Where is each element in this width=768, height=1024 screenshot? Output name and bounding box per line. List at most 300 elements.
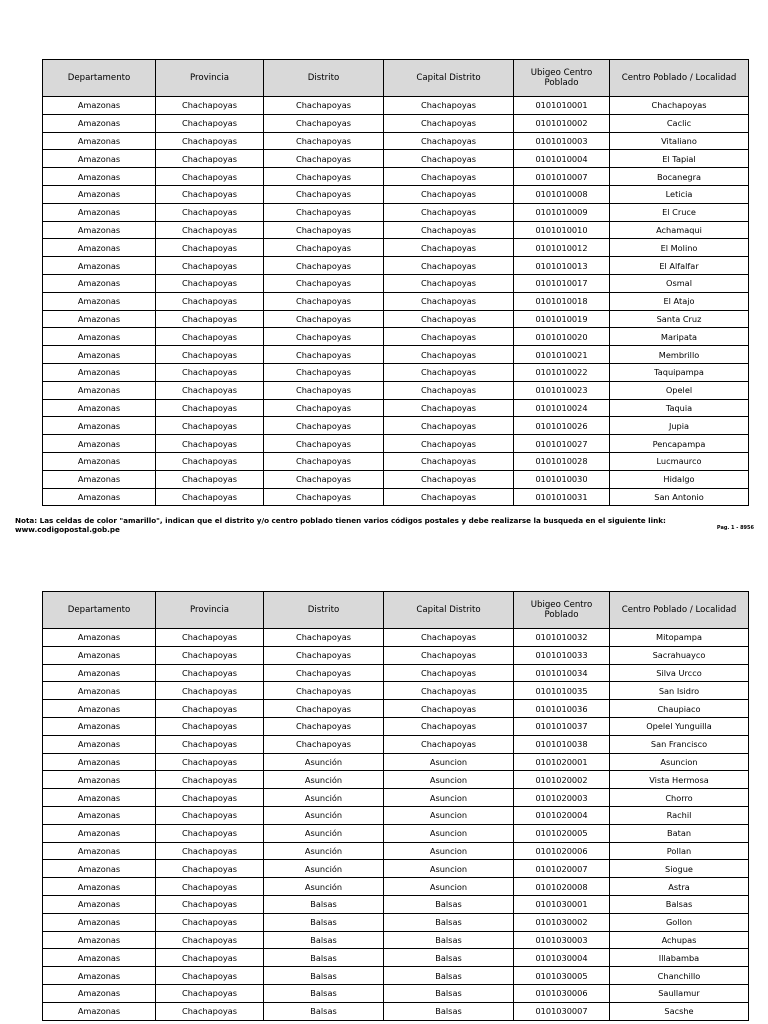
table-header-row (43, 60, 749, 97)
cell-centro-poblado: Rachil (610, 806, 749, 824)
cell-ubigeo: 0101010037 (514, 717, 610, 735)
cell-provincia: Chachapoyas (156, 435, 264, 453)
cell-capital-distrito: Chachapoyas (384, 717, 514, 735)
cell-centro-poblado: Santa Cruz (610, 310, 749, 328)
cell-provincia: Chachapoyas (156, 842, 264, 860)
cell-provincia: Chachapoyas (156, 949, 264, 967)
cell-centro-poblado: Membrillo (610, 346, 749, 364)
table-row (43, 735, 749, 753)
table-row (43, 292, 749, 310)
cell-ubigeo: 0101010012 (514, 239, 610, 257)
cell-ubigeo: 0101010036 (514, 700, 610, 718)
table-row (43, 257, 749, 275)
cell-capital-distrito: Chachapoyas (384, 114, 514, 132)
table-row (43, 221, 749, 239)
cell-departamento: Amazonas (43, 735, 156, 753)
cell-provincia: Chachapoyas (156, 292, 264, 310)
cell-departamento: Amazonas (43, 310, 156, 328)
table-row (43, 203, 749, 221)
cell-centro-poblado: Pollan (610, 842, 749, 860)
cell-distrito: Chachapoyas (264, 310, 384, 328)
cell-departamento: Amazonas (43, 435, 156, 453)
cell-distrito: Chachapoyas (264, 150, 384, 168)
cell-capital-distrito: Chachapoyas (384, 97, 514, 115)
cell-ubigeo: 0101010004 (514, 150, 610, 168)
cell-provincia: Chachapoyas (156, 488, 264, 506)
cell-departamento: Amazonas (43, 878, 156, 896)
cell-capital-distrito: Balsas (384, 949, 514, 967)
cell-centro-poblado: Taquipampa (610, 363, 749, 381)
cell-ubigeo: 0101010020 (514, 328, 610, 346)
cell-departamento: Amazonas (43, 753, 156, 771)
cell-ubigeo: 0101020006 (514, 842, 610, 860)
cell-ubigeo: 0101020003 (514, 789, 610, 807)
cell-centro-poblado: Leticia (610, 185, 749, 203)
cell-capital-distrito: Chachapoyas (384, 435, 514, 453)
cell-departamento: Amazonas (43, 984, 156, 1002)
cell-capital-distrito: Chachapoyas (384, 257, 514, 275)
cell-provincia: Chachapoyas (156, 824, 264, 842)
cell-ubigeo: 0101010001 (514, 97, 610, 115)
cell-centro-poblado: Chaupiaco (610, 700, 749, 718)
header-ubigeo: Ubigeo Centro Poblado (514, 60, 610, 97)
cell-distrito: Chachapoyas (264, 717, 384, 735)
cell-ubigeo: 0101030006 (514, 984, 610, 1002)
cell-distrito: Chachapoyas (264, 488, 384, 506)
footnote-link[interactable]: www.codigopostal.gob.pe (15, 525, 120, 534)
table-row (43, 452, 749, 470)
cell-ubigeo: 0101010007 (514, 168, 610, 186)
cell-ubigeo: 0101020004 (514, 806, 610, 824)
cell-ubigeo: 0101010024 (514, 399, 610, 417)
cell-ubigeo: 0101020005 (514, 824, 610, 842)
table-row (43, 895, 749, 913)
cell-centro-poblado: Astra (610, 878, 749, 896)
table-row (43, 967, 749, 985)
cell-capital-distrito: Chachapoyas (384, 346, 514, 364)
cell-ubigeo: 0101010033 (514, 646, 610, 664)
cell-centro-poblado: Lucmaurco (610, 452, 749, 470)
cell-distrito: Asunción (264, 842, 384, 860)
cell-capital-distrito: Chachapoyas (384, 363, 514, 381)
cell-centro-poblado: Saullamur (610, 984, 749, 1002)
cell-distrito: Chachapoyas (264, 735, 384, 753)
cell-departamento: Amazonas (43, 274, 156, 292)
cell-centro-poblado: Achupas (610, 931, 749, 949)
cell-departamento: Amazonas (43, 646, 156, 664)
cell-capital-distrito: Chachapoyas (384, 735, 514, 753)
cell-departamento: Amazonas (43, 328, 156, 346)
cell-ubigeo: 0101010002 (514, 114, 610, 132)
cell-provincia: Chachapoyas (156, 913, 264, 931)
cell-distrito: Balsas (264, 949, 384, 967)
cell-capital-distrito: Chachapoyas (384, 274, 514, 292)
table-row (43, 310, 749, 328)
cell-ubigeo: 0101030003 (514, 931, 610, 949)
cell-centro-poblado: Illabamba (610, 949, 749, 967)
cell-distrito: Chachapoyas (264, 203, 384, 221)
cell-centro-poblado: Taquia (610, 399, 749, 417)
cell-centro-poblado: Chanchillo (610, 967, 749, 985)
cell-provincia: Chachapoyas (156, 274, 264, 292)
cell-centro-poblado: El Alfalfar (610, 257, 749, 275)
cell-ubigeo: 0101010003 (514, 132, 610, 150)
cell-ubigeo: 0101020008 (514, 878, 610, 896)
table-row (43, 860, 749, 878)
cell-provincia: Chachapoyas (156, 895, 264, 913)
cell-ubigeo: 0101010018 (514, 292, 610, 310)
cell-distrito: Chachapoyas (264, 168, 384, 186)
cell-centro-poblado: Opelel Yunguilla (610, 717, 749, 735)
cell-capital-distrito: Asuncion (384, 789, 514, 807)
cell-capital-distrito: Chachapoyas (384, 452, 514, 470)
cell-provincia: Chachapoyas (156, 664, 264, 682)
cell-centro-poblado: Gollon (610, 913, 749, 931)
header-capital-distrito: Capital Distrito (384, 592, 514, 629)
cell-centro-poblado: Sacrahuayco (610, 646, 749, 664)
cell-capital-distrito: Chachapoyas (384, 646, 514, 664)
table-row (43, 132, 749, 150)
cell-distrito: Chachapoyas (264, 257, 384, 275)
cell-provincia: Chachapoyas (156, 682, 264, 700)
cell-departamento: Amazonas (43, 292, 156, 310)
footnote (15, 516, 675, 534)
table-row (43, 328, 749, 346)
cell-provincia: Chachapoyas (156, 328, 264, 346)
cell-capital-distrito: Chachapoyas (384, 239, 514, 257)
table-row (43, 842, 749, 860)
cell-capital-distrito: Chachapoyas (384, 168, 514, 186)
cell-provincia: Chachapoyas (156, 417, 264, 435)
cell-departamento: Amazonas (43, 717, 156, 735)
table-row (43, 646, 749, 664)
cell-centro-poblado: Caclic (610, 114, 749, 132)
cell-departamento: Amazonas (43, 700, 156, 718)
cell-ubigeo: 0101010038 (514, 735, 610, 753)
cell-distrito: Chachapoyas (264, 114, 384, 132)
cell-centro-poblado: Asuncion (610, 753, 749, 771)
cell-departamento: Amazonas (43, 470, 156, 488)
cell-provincia: Chachapoyas (156, 646, 264, 664)
cell-provincia: Chachapoyas (156, 168, 264, 186)
cell-distrito: Chachapoyas (264, 274, 384, 292)
cell-departamento: Amazonas (43, 97, 156, 115)
cell-departamento: Amazonas (43, 150, 156, 168)
table-row (43, 168, 749, 186)
cell-departamento: Amazonas (43, 949, 156, 967)
cell-distrito: Chachapoyas (264, 185, 384, 203)
cell-departamento: Amazonas (43, 452, 156, 470)
cell-departamento: Amazonas (43, 221, 156, 239)
table-row (43, 114, 749, 132)
cell-capital-distrito: Chachapoyas (384, 328, 514, 346)
table-row (43, 435, 749, 453)
cell-centro-poblado: Achamaqui (610, 221, 749, 239)
cell-departamento: Amazonas (43, 1002, 156, 1020)
cell-distrito: Chachapoyas (264, 346, 384, 364)
cell-capital-distrito: Chachapoyas (384, 664, 514, 682)
cell-distrito: Chachapoyas (264, 221, 384, 239)
cell-distrito: Chachapoyas (264, 452, 384, 470)
table-row (43, 984, 749, 1002)
cell-centro-poblado: Hidalgo (610, 470, 749, 488)
cell-centro-poblado: El Tapial (610, 150, 749, 168)
cell-distrito: Asunción (264, 878, 384, 896)
cell-ubigeo: 0101010030 (514, 470, 610, 488)
cell-capital-distrito: Chachapoyas (384, 150, 514, 168)
cell-provincia: Chachapoyas (156, 789, 264, 807)
cell-centro-poblado: Opelel (610, 381, 749, 399)
table-row (43, 274, 749, 292)
cell-departamento: Amazonas (43, 913, 156, 931)
table-row (43, 97, 749, 115)
cell-capital-distrito: Asuncion (384, 878, 514, 896)
cell-departamento: Amazonas (43, 842, 156, 860)
cell-provincia: Chachapoyas (156, 931, 264, 949)
table-row (43, 150, 749, 168)
header-distrito: Distrito (264, 60, 384, 97)
ubigeo-table-page-2 (42, 591, 749, 1021)
cell-departamento: Amazonas (43, 363, 156, 381)
table-row (43, 806, 749, 824)
cell-distrito: Chachapoyas (264, 328, 384, 346)
cell-ubigeo: 0101030002 (514, 913, 610, 931)
cell-distrito: Balsas (264, 984, 384, 1002)
cell-distrito: Chachapoyas (264, 682, 384, 700)
cell-distrito: Chachapoyas (264, 399, 384, 417)
cell-departamento: Amazonas (43, 806, 156, 824)
cell-capital-distrito: Chachapoyas (384, 417, 514, 435)
cell-provincia: Chachapoyas (156, 806, 264, 824)
cell-provincia: Chachapoyas (156, 97, 264, 115)
cell-provincia: Chachapoyas (156, 452, 264, 470)
cell-distrito: Chachapoyas (264, 700, 384, 718)
cell-distrito: Balsas (264, 895, 384, 913)
cell-centro-poblado: Maripata (610, 328, 749, 346)
cell-provincia: Chachapoyas (156, 470, 264, 488)
header-departamento: Departamento (43, 60, 156, 97)
cell-departamento: Amazonas (43, 682, 156, 700)
cell-provincia: Chachapoyas (156, 221, 264, 239)
cell-capital-distrito: Asuncion (384, 842, 514, 860)
cell-capital-distrito: Balsas (384, 1002, 514, 1020)
table-row (43, 717, 749, 735)
cell-departamento: Amazonas (43, 824, 156, 842)
cell-distrito: Chachapoyas (264, 629, 384, 647)
cell-distrito: Chachapoyas (264, 435, 384, 453)
cell-distrito: Chachapoyas (264, 97, 384, 115)
ubigeo-table-page-1 (42, 59, 749, 506)
cell-ubigeo: 0101030001 (514, 895, 610, 913)
cell-distrito: Chachapoyas (264, 363, 384, 381)
table-row (43, 488, 749, 506)
table-row (43, 949, 749, 967)
cell-capital-distrito: Chachapoyas (384, 682, 514, 700)
cell-capital-distrito: Chachapoyas (384, 203, 514, 221)
page-number: Pag. 1 - 8956 (716, 525, 754, 531)
cell-distrito: Asunción (264, 860, 384, 878)
cell-capital-distrito: Chachapoyas (384, 221, 514, 239)
cell-departamento: Amazonas (43, 381, 156, 399)
header-centro-poblado: Centro Poblado / Localidad (610, 60, 749, 97)
cell-centro-poblado: San Antonio (610, 488, 749, 506)
cell-capital-distrito: Chachapoyas (384, 185, 514, 203)
cell-departamento: Amazonas (43, 967, 156, 985)
table-row (43, 346, 749, 364)
cell-ubigeo: 0101010023 (514, 381, 610, 399)
cell-centro-poblado: El Cruce (610, 203, 749, 221)
cell-departamento: Amazonas (43, 132, 156, 150)
cell-capital-distrito: Asuncion (384, 771, 514, 789)
cell-ubigeo: 0101020002 (514, 771, 610, 789)
cell-ubigeo: 0101010017 (514, 274, 610, 292)
cell-provincia: Chachapoyas (156, 310, 264, 328)
cell-departamento: Amazonas (43, 488, 156, 506)
table-row (43, 878, 749, 896)
cell-ubigeo: 0101030005 (514, 967, 610, 985)
cell-ubigeo: 0101010013 (514, 257, 610, 275)
table-body (43, 97, 749, 506)
cell-capital-distrito: Balsas (384, 967, 514, 985)
cell-distrito: Chachapoyas (264, 381, 384, 399)
cell-provincia: Chachapoyas (156, 399, 264, 417)
cell-ubigeo: 0101020001 (514, 753, 610, 771)
cell-distrito: Asunción (264, 789, 384, 807)
cell-provincia: Chachapoyas (156, 346, 264, 364)
cell-provincia: Chachapoyas (156, 257, 264, 275)
cell-departamento: Amazonas (43, 203, 156, 221)
cell-departamento: Amazonas (43, 931, 156, 949)
cell-ubigeo: 0101010022 (514, 363, 610, 381)
cell-ubigeo: 0101010034 (514, 664, 610, 682)
cell-ubigeo: 0101010008 (514, 185, 610, 203)
cell-centro-poblado: Pencapampa (610, 435, 749, 453)
cell-departamento: Amazonas (43, 185, 156, 203)
cell-provincia: Chachapoyas (156, 771, 264, 789)
cell-capital-distrito: Balsas (384, 913, 514, 931)
cell-distrito: Asunción (264, 771, 384, 789)
cell-capital-distrito: Chachapoyas (384, 470, 514, 488)
table-row (43, 470, 749, 488)
cell-provincia: Chachapoyas (156, 967, 264, 985)
cell-provincia: Chachapoyas (156, 150, 264, 168)
cell-departamento: Amazonas (43, 239, 156, 257)
cell-capital-distrito: Chachapoyas (384, 700, 514, 718)
cell-departamento: Amazonas (43, 895, 156, 913)
cell-capital-distrito: Chachapoyas (384, 310, 514, 328)
cell-centro-poblado: Jupia (610, 417, 749, 435)
cell-centro-poblado: El Atajo (610, 292, 749, 310)
cell-centro-poblado: San Isidro (610, 682, 749, 700)
cell-centro-poblado: Chorro (610, 789, 749, 807)
header-distrito: Distrito (264, 592, 384, 629)
header-departamento: Departamento (43, 592, 156, 629)
cell-ubigeo: 0101020007 (514, 860, 610, 878)
cell-capital-distrito: Chachapoyas (384, 381, 514, 399)
cell-capital-distrito: Balsas (384, 931, 514, 949)
cell-ubigeo: 0101010021 (514, 346, 610, 364)
table-row (43, 913, 749, 931)
cell-distrito: Asunción (264, 753, 384, 771)
cell-centro-poblado: El Molino (610, 239, 749, 257)
cell-capital-distrito: Chachapoyas (384, 629, 514, 647)
cell-capital-distrito: Asuncion (384, 824, 514, 842)
cell-ubigeo: 0101010027 (514, 435, 610, 453)
cell-ubigeo: 0101010010 (514, 221, 610, 239)
table-row (43, 381, 749, 399)
table-row (43, 753, 749, 771)
table-row (43, 931, 749, 949)
cell-centro-poblado: Bocanegra (610, 168, 749, 186)
cell-distrito: Chachapoyas (264, 239, 384, 257)
cell-distrito: Chachapoyas (264, 470, 384, 488)
cell-provincia: Chachapoyas (156, 239, 264, 257)
cell-capital-distrito: Balsas (384, 895, 514, 913)
cell-departamento: Amazonas (43, 629, 156, 647)
cell-distrito: Asunción (264, 824, 384, 842)
cell-provincia: Chachapoyas (156, 717, 264, 735)
cell-ubigeo: 0101010009 (514, 203, 610, 221)
table-row (43, 771, 749, 789)
cell-ubigeo: 0101010031 (514, 488, 610, 506)
cell-departamento: Amazonas (43, 114, 156, 132)
table-row (43, 824, 749, 842)
cell-distrito: Chachapoyas (264, 664, 384, 682)
cell-provincia: Chachapoyas (156, 381, 264, 399)
cell-provincia: Chachapoyas (156, 363, 264, 381)
cell-distrito: Balsas (264, 931, 384, 949)
table-row (43, 682, 749, 700)
cell-provincia: Chachapoyas (156, 203, 264, 221)
table-body (43, 629, 749, 1021)
table-row (43, 1002, 749, 1020)
cell-provincia: Chachapoyas (156, 753, 264, 771)
cell-ubigeo: 0101010026 (514, 417, 610, 435)
cell-capital-distrito: Asuncion (384, 806, 514, 824)
cell-departamento: Amazonas (43, 257, 156, 275)
cell-distrito: Chachapoyas (264, 132, 384, 150)
cell-capital-distrito: Asuncion (384, 860, 514, 878)
cell-ubigeo: 0101030007 (514, 1002, 610, 1020)
cell-provincia: Chachapoyas (156, 1002, 264, 1020)
cell-centro-poblado: Mitopampa (610, 629, 749, 647)
cell-centro-poblado: Osmal (610, 274, 749, 292)
table-row (43, 789, 749, 807)
header-centro-poblado: Centro Poblado / Localidad (610, 592, 749, 629)
header-provincia: Provincia (156, 592, 264, 629)
header-capital-distrito: Capital Distrito (384, 60, 514, 97)
footnote-text: Nota: Las celdas de color "amarillo", indican que el distrito y/o centro poblado tienen varios códigos postales y debe realizarse la busqueda en el siguiente link: (15, 516, 666, 525)
cell-capital-distrito: Chachapoyas (384, 292, 514, 310)
table-row (43, 629, 749, 647)
cell-capital-distrito: Balsas (384, 984, 514, 1002)
cell-provincia: Chachapoyas (156, 860, 264, 878)
cell-provincia: Chachapoyas (156, 735, 264, 753)
cell-provincia: Chachapoyas (156, 878, 264, 896)
cell-centro-poblado: Siogue (610, 860, 749, 878)
cell-distrito: Asunción (264, 806, 384, 824)
cell-provincia: Chachapoyas (156, 132, 264, 150)
cell-provincia: Chachapoyas (156, 185, 264, 203)
cell-departamento: Amazonas (43, 860, 156, 878)
cell-capital-distrito: Chachapoyas (384, 488, 514, 506)
cell-centro-poblado: Vista Hermosa (610, 771, 749, 789)
cell-departamento: Amazonas (43, 664, 156, 682)
cell-centro-poblado: Sacshe (610, 1002, 749, 1020)
cell-ubigeo: 0101010032 (514, 629, 610, 647)
cell-departamento: Amazonas (43, 346, 156, 364)
cell-provincia: Chachapoyas (156, 629, 264, 647)
